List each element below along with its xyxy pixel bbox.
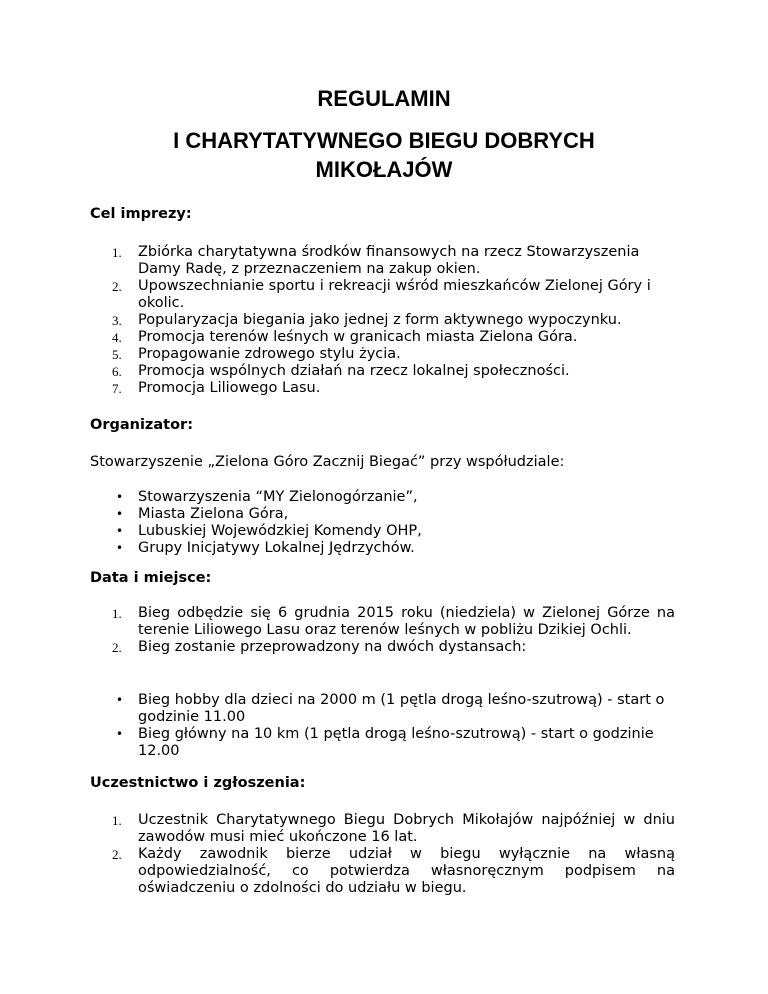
list-item: 2. Upowszechnianie sportu i rekreacji wśród mieszkańców Zielonej Góry i okolic. [112,278,651,311]
document-title: REGULAMIN [317,86,451,111]
heading-cel-imprezy: Cel imprezy: [90,206,192,222]
list-item: • Bieg główny na 10 km (1 pętla drogą leśno-szutrową) - start o godzinie 12.00 [116,726,654,759]
bullet-icon: • [116,541,124,555]
heading-uczestnictwo: Uczestnictwo i zgłoszenia: [90,775,306,791]
list-item: • Lubuskiej Wojewódzkiej Komendy OHP, [116,523,422,539]
event-title-line2: MIKOŁAJÓW [315,157,453,182]
list-item: • Stowarzyszenia “MY Zielonogórzanie”, [116,489,418,505]
organizator-intro: Stowarzyszenie „Zielona Góro Zacznij Biegać” przy współudziale: [90,454,565,470]
bullet-icon: • [116,490,124,504]
list-item: • Miasta Zielona Góra, [116,506,289,522]
uczestnictwo-list [90,812,675,897]
list-item: 1. Zbiórka charytatywna środków finansowych na rzecz Stowarzyszenia Damy Radę, z przeznaczeniem na zakup okien. [112,244,640,277]
list-item: 3. Popularyzacja biegania jako jednej z form aktywnego wypoczynku. [112,312,622,328]
list-item: 6. Promocja wspólnych działań na rzecz lokalnej społeczności. [112,363,570,379]
list-item: 1. Uczestnik Charytatywnego Biegu Dobrych Mikołajów najpóźniej w dniu zawodów musi mieć ukończone 16 lat. [112,812,675,845]
cel-list [90,244,675,397]
bullet-icon: • [116,507,124,521]
distances-list [90,692,675,760]
list-item: 5. Propagowanie zdrowego stylu życia. [112,346,401,362]
data-list [90,605,675,656]
bullet-icon: • [116,524,124,538]
list-item: 2. Każdy zawodnik bierze udział w biegu wyłącznie na własną odpowiedzialność, co potwierdza własnoręcznym podpisem na oświadczeniu o zdolności do udziału w biegu. [112,846,675,896]
bullet-icon: • [116,693,124,707]
list-item: 1. Bieg odbędzie się 6 grudnia 2015 roku (niedziela) w Zielonej Górze na terenie Liliowego Lasu oraz terenów leśnych w pobliżu Dzikiej Ochli. [112,605,675,638]
heading-data-i-miejsce: Data i miejsce: [90,570,212,586]
organizator-list [90,489,675,557]
heading-organizator: Organizator: [90,417,194,433]
list-item: 7. Promocja Liliowego Lasu. [112,380,321,396]
list-item: • Grupy Inicjatywy Lokalnej Jędrzychów. [116,540,415,556]
event-title-line1: I CHARYTATYWNEGO BIEGU DOBRYCH [173,128,595,153]
list-item: 4. Promocja terenów leśnych w granicach miasta Zielona Góra. [112,329,578,345]
bullet-icon: • [116,727,124,741]
list-item: 2. Bieg zostanie przeprowadzony na dwóch dystansach: [112,639,527,655]
list-item: • Bieg hobby dla dzieci na 2000 m (1 pętla drogą leśno-szutrową) - start o godzinie 11.00 [116,692,665,725]
